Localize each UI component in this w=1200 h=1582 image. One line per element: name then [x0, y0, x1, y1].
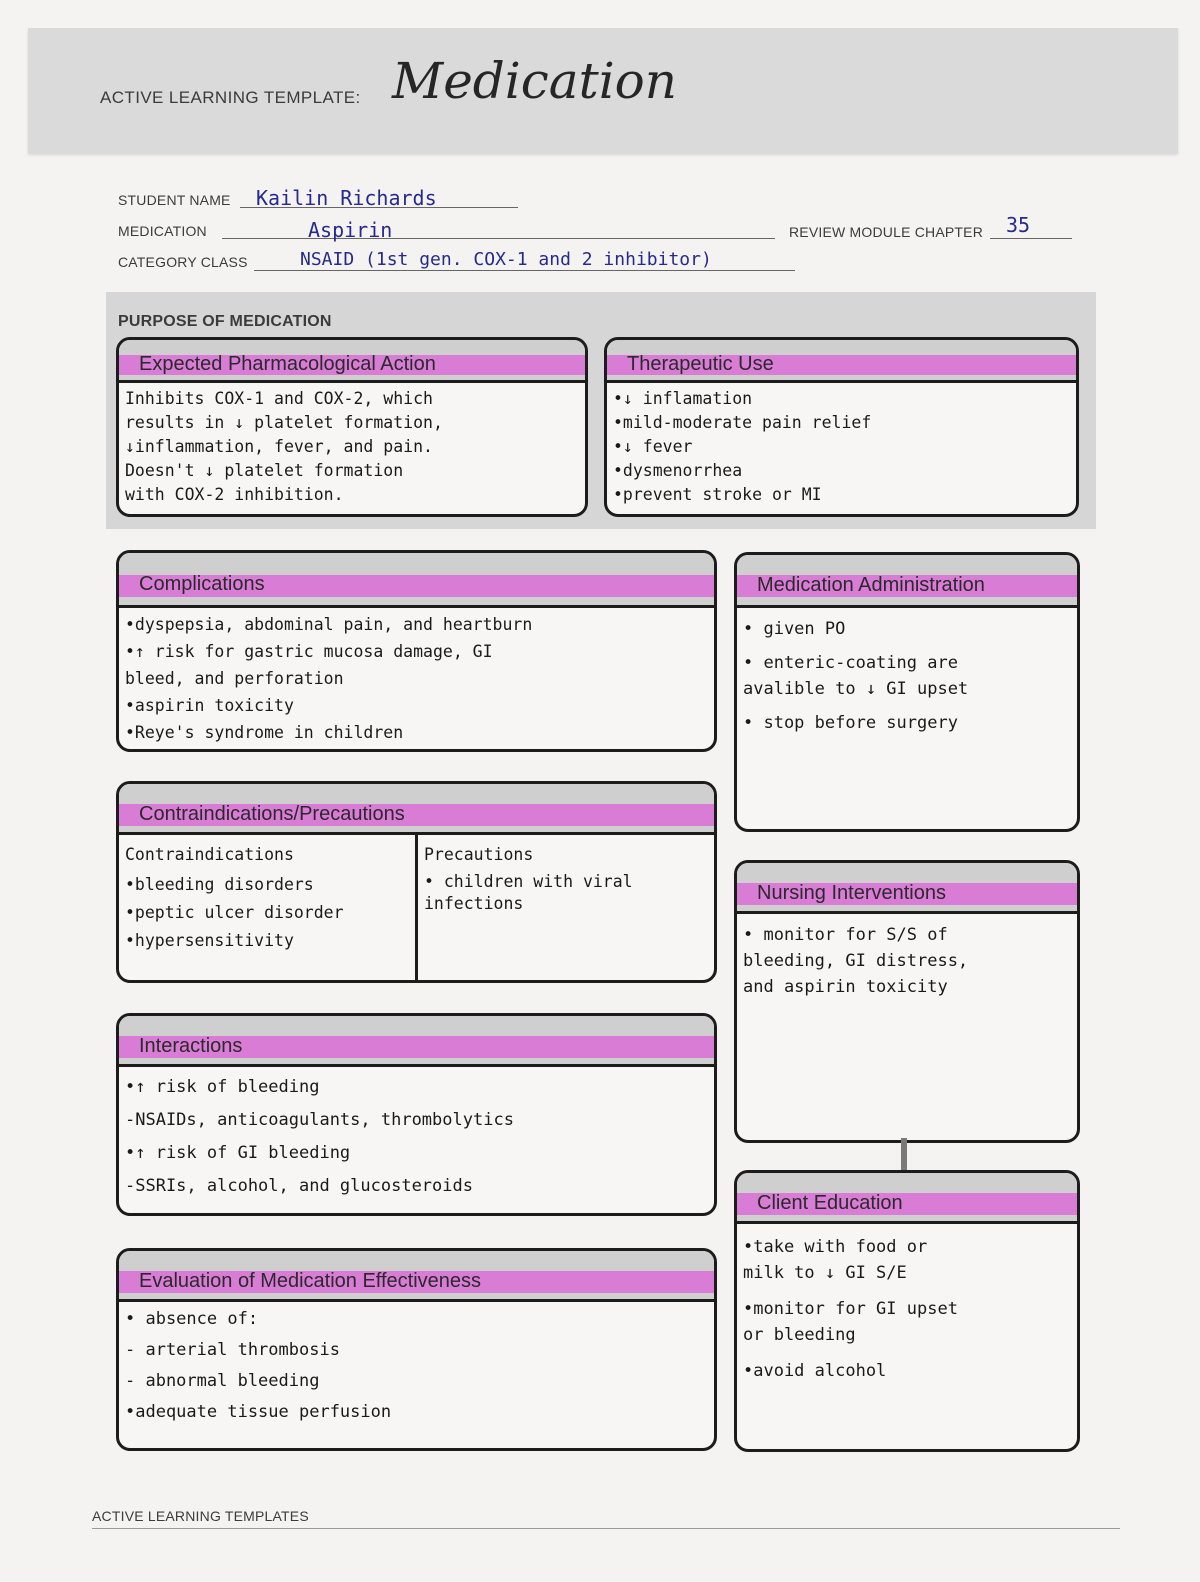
evaluation-item: • absence of:	[125, 1309, 259, 1329]
medication-value: Aspirin	[308, 218, 393, 242]
complications-item: •aspirin toxicity	[125, 696, 294, 715]
evaluation-title: Evaluation of Medication Effectiveness	[139, 1270, 482, 1292]
expected-action-line: Inhibits COX-1 and COX-2, which	[125, 389, 433, 408]
administration-item: avalible to ↓ GI upset	[743, 679, 969, 699]
complications-box	[116, 550, 717, 752]
expected-action-line: Doesn't ↓ platelet formation	[125, 461, 404, 480]
contraindications-title: Contraindications/Precautions	[139, 803, 405, 825]
administration-header	[737, 555, 1077, 608]
precaution-item: infections	[424, 894, 524, 913]
client-education-box	[734, 1170, 1080, 1452]
interactions-item: -NSAIDs, anticoagulants, thrombolytics	[125, 1110, 514, 1130]
evaluation-item: - abnormal bleeding	[125, 1371, 320, 1391]
precaution-item: • children with viral	[424, 872, 633, 891]
client-education-item: milk to ↓ GI S/E	[743, 1263, 907, 1283]
therapeutic-use-item: •mild-moderate pain relief	[613, 413, 872, 432]
category-class-value: NSAID (1st gen. COX-1 and 2 inhibitor)	[300, 249, 712, 270]
evaluation-item: •adequate tissue perfusion	[125, 1402, 392, 1422]
evaluation-box	[116, 1248, 717, 1451]
expected-action-line: ↓inflammation, fever, and pain.	[125, 437, 433, 456]
administration-title: Medication Administration	[757, 574, 985, 596]
review-chapter-value: 35	[1006, 213, 1031, 237]
client-education-item: •avoid alcohol	[743, 1361, 887, 1381]
review-chapter-line	[990, 238, 1072, 239]
interactions-item: -SSRIs, alcohol, and glucosteroids	[125, 1176, 473, 1196]
interactions-box	[116, 1013, 717, 1216]
interactions-title: Interactions	[139, 1035, 243, 1057]
client-education-item: •monitor for GI upset	[743, 1299, 958, 1319]
client-education-item: or bleeding	[743, 1325, 856, 1345]
contraindications-box	[116, 781, 717, 983]
contraindication-item: •bleeding disorders	[125, 875, 314, 894]
therapeutic-use-item: •dysmenorrhea	[613, 461, 743, 480]
therapeutic-use-header	[607, 340, 1076, 383]
expected-action-title: Expected Pharmacological Action	[139, 353, 436, 375]
category-class-line	[254, 270, 795, 271]
nursing-item: and aspirin toxicity	[743, 977, 948, 997]
administration-item: • enteric-coating are	[743, 653, 958, 673]
nursing-box	[734, 860, 1080, 1143]
administration-box	[734, 552, 1080, 832]
student-name-label: STUDENT NAME	[118, 192, 231, 208]
template-label: ACTIVE LEARNING TEMPLATE:	[100, 88, 361, 107]
precautions-heading: Precautions	[424, 845, 534, 864]
expected-action-box	[116, 337, 588, 517]
connector-line	[901, 1138, 907, 1174]
complications-item: •↑ risk for gastric mucosa damage, GI	[125, 642, 493, 661]
complications-item: •dyspepsia, abdominal pain, and heartburn	[125, 615, 533, 634]
therapeutic-use-title: Therapeutic Use	[627, 353, 774, 375]
nursing-title: Nursing Interventions	[757, 882, 946, 904]
contraindication-item: •hypersensitivity	[125, 931, 294, 950]
precautions-column	[415, 835, 714, 983]
therapeutic-use-box	[604, 337, 1079, 517]
footer-divider	[92, 1528, 1120, 1529]
client-education-item: •take with food or	[743, 1237, 928, 1257]
interactions-item: •↑ risk of bleeding	[125, 1077, 320, 1097]
medication-line	[222, 238, 775, 239]
contraindication-item: •peptic ulcer disorder	[125, 903, 344, 922]
contraindications-heading: Contraindications	[125, 845, 294, 864]
complications-header	[119, 553, 714, 608]
administration-item: • given PO	[743, 619, 846, 639]
interactions-item: •↑ risk of GI bleeding	[125, 1143, 351, 1163]
medication-label: MEDICATION	[118, 223, 207, 239]
review-chapter-label: REVIEW MODULE CHAPTER	[789, 224, 983, 240]
expected-action-line: with COX-2 inhibition.	[125, 485, 344, 504]
page-title: Medication	[392, 52, 677, 110]
complications-item: bleed, and perforation	[125, 669, 344, 688]
student-name-value: Kailin Richards	[256, 186, 437, 210]
contraindications-header	[119, 784, 714, 835]
nursing-item: bleeding, GI distress,	[743, 951, 969, 971]
expected-action-line: results in ↓ platelet formation,	[125, 413, 443, 432]
complications-item: •Reye's syndrome in children	[125, 723, 404, 742]
administration-item: • stop before surgery	[743, 713, 958, 733]
complications-title: Complications	[139, 573, 265, 595]
nursing-item: • monitor for S/S of	[743, 925, 948, 945]
purpose-label: PURPOSE OF MEDICATION	[118, 313, 332, 330]
contraindications-column	[119, 835, 415, 983]
therapeutic-use-item: •↓ inflamation	[613, 389, 753, 408]
therapeutic-use-item: •↓ fever	[613, 437, 693, 456]
category-class-label: CATEGORY CLASS	[118, 254, 248, 270]
therapeutic-use-item: •prevent stroke or MI	[613, 485, 822, 504]
evaluation-item: - arterial thrombosis	[125, 1340, 340, 1360]
evaluation-header	[119, 1251, 714, 1302]
nursing-header	[737, 863, 1077, 914]
footer-label: ACTIVE LEARNING TEMPLATES	[92, 1508, 309, 1524]
client-education-header	[737, 1173, 1077, 1224]
client-education-title: Client Education	[757, 1192, 903, 1214]
interactions-header	[119, 1016, 714, 1067]
expected-action-header	[119, 340, 585, 383]
